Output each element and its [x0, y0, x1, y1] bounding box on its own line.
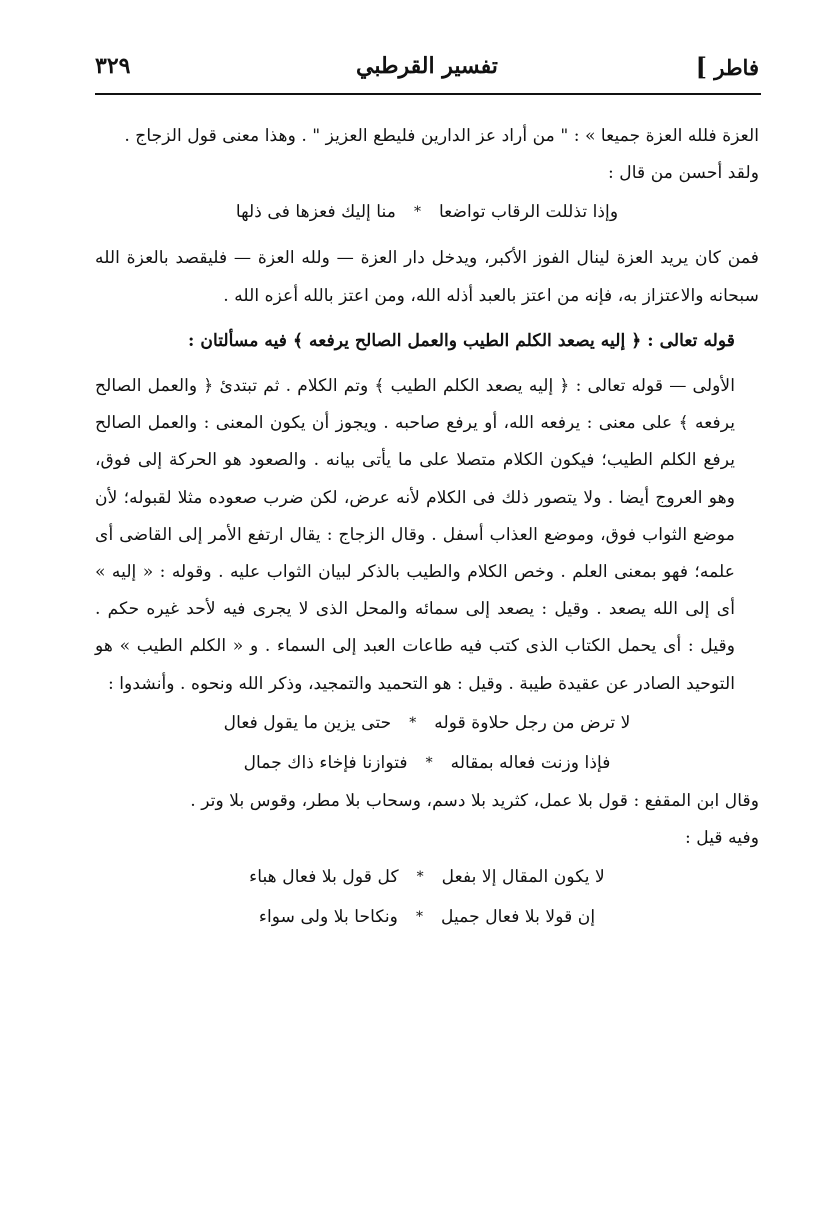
verse-separator-icon: * — [416, 869, 424, 886]
page-header — [95, 42, 759, 90]
hemistich: كل قول بلا فعال هباء — [249, 867, 399, 888]
poem-verse — [95, 703, 759, 743]
surah-name: فاطر ] — [695, 51, 759, 81]
hemistich: فتوازنا فإخاء ذاك جمال — [243, 752, 408, 773]
hemistich: منا إليك فعزها فى ذلها — [235, 202, 396, 223]
poem-verse — [95, 192, 759, 232]
paragraph: وقال ابن المقفع : قول بلا عمل، كثريد بلا دسم، وسحاب بلا مطر، وقوس بلا وتر . — [190, 790, 759, 811]
poem-verse — [95, 897, 759, 937]
verse-separator-icon: * — [409, 714, 417, 731]
verse-separator-icon: * — [425, 754, 433, 771]
header-rule — [95, 93, 761, 95]
verse-heading: قوله تعالى : ﴿ إليه يصعد الكلم الطيب والعمل الصالح يرفعه ﴾ فيه مسألتان : — [188, 330, 735, 351]
page-body — [95, 118, 759, 937]
page-number: ٣٢٩ — [95, 53, 131, 79]
hemistich: إن قولا بلا فعال جميل — [440, 907, 596, 928]
hemistich: حتى يزين ما يقول فعال — [223, 712, 392, 733]
hemistich: لا يكون المقال إلا بفعل — [441, 867, 605, 888]
paragraph: الأولى — قوله تعالى : ﴿ إليه يصعد الكلم الطيب ﴾ وتم الكلام . ثم تبتدئ ﴿ والعمل الصالح يرفعه ﴾ على معنى : يرفعه الله، أو يرفع صاحبه . ويجوز أن يكون المعنى : والعمل الصالح يرفع الكلم الطيب؛ فيكون الكلام متصلا على ما يأتى بيانه . والصعود هو الحركة إلى فوق، وهو العروج أيضا . ولا يتصور ذلك فى الكلام لأنه عرض، لكن ضرب صعوده مثلا لقبوله؛ لأن موضع الثواب فوق، وموضع العذاب أسفل . وقال الزجاج : يقال ارتفع الأمر إلى القاضى أى علمه؛ فهو بمعنى العلم . وخص الكلام والطيب بالذكر لبيان الثواب عليه . وقوله : « إليه » أى إلى الله يصعد . وقيل : يصعد إلى سمائه والمحل الذى لا يجرى فيه لأحد غيره حكم . وقيل : أى يحمل الكتاب الذى كتب فيه طاعات العبد إلى السماء . و « الكلم الطيب » هو التوحيد الصادر عن عقيدة طيبة . وقيل : هو التحميد والتمجيد، وذكر الله ونحوه . وأنشدوا : — [95, 376, 735, 694]
poem-verse — [95, 857, 759, 897]
hemistich: لا ترض من رجل حلاوة قوله — [434, 712, 631, 733]
verse-separator-icon: * — [415, 909, 423, 926]
paragraph: ولقد أحسن من قال : — [608, 163, 759, 184]
book-title: تفسير القرطبي — [356, 53, 498, 79]
paragraph: العزة فلله العزة جميعا » : " من أراد عز الدارين فليطع العزيز " . وهذا معنى قول الزجاج . — [124, 126, 759, 146]
verse-separator-icon: * — [413, 204, 421, 221]
hemistich: فإذا وزنت فعاله بمقاله — [450, 752, 611, 773]
poem-verse — [95, 743, 759, 783]
hemistich: ونكاحا بلا ولى سواء — [258, 907, 398, 928]
paragraph: فمن كان يريد العزة لينال الفوز الأكبر، ويدخل دار العزة — ولله العزة — فليقصد بالعزة الله سبحانه والاعتزاز به، فإنه من اعتز بالعبد أذله الله، ومن اعتز بالله أعزه الله . — [95, 248, 759, 306]
hemistich: وإذا تذللت الرقاب تواضعا — [438, 202, 619, 223]
paragraph: وفيه قيل : — [684, 828, 759, 849]
